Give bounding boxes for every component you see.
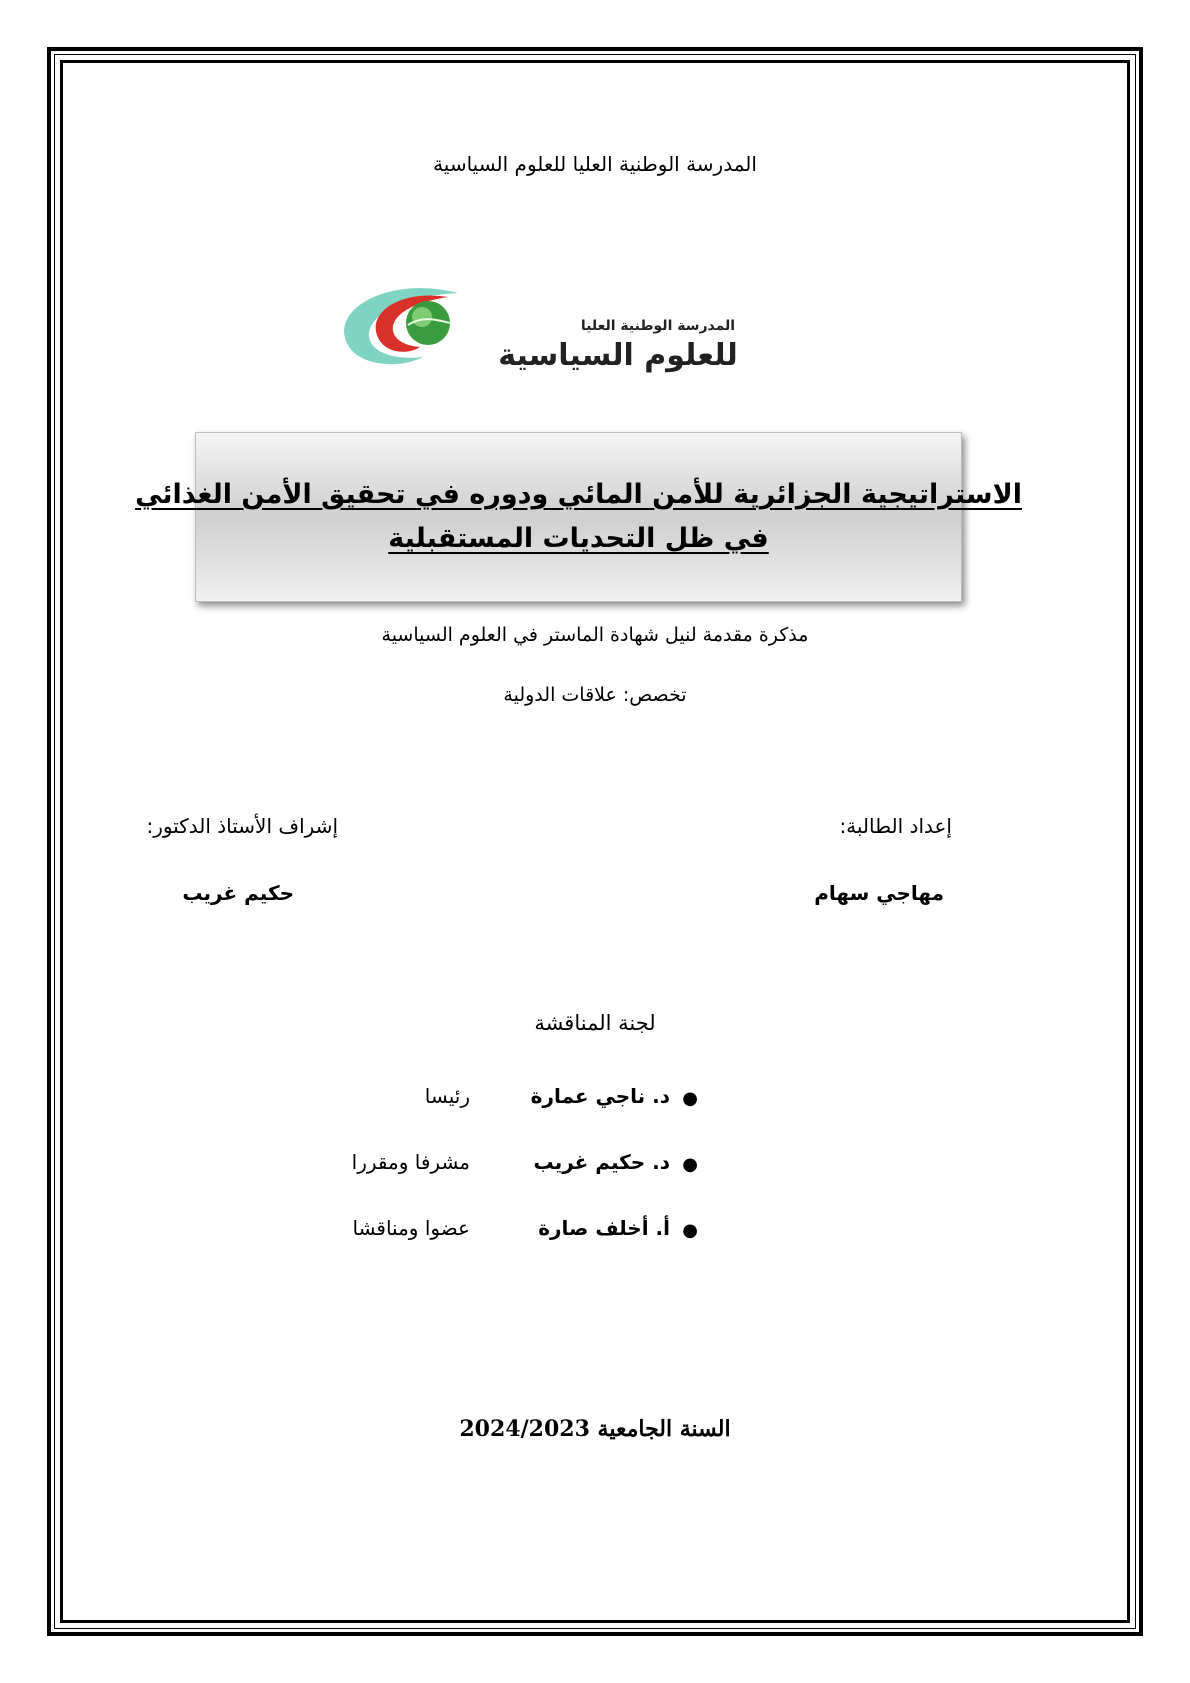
supervisor-label: إشراف الأستاذ الدكتور:	[146, 814, 338, 838]
bullet-icon: ●	[682, 1154, 698, 1175]
degree-statement: مذكرة مقدمة لنيل شهادة الماستر في العلوم السياسية	[381, 624, 809, 646]
bullet-icon: ●	[682, 1088, 698, 1109]
member-name: د. حكيم غريب	[533, 1150, 670, 1174]
logo-line2: للعلوم السياسية	[498, 338, 738, 373]
member-role: رئيسا	[424, 1084, 470, 1108]
school-logo	[328, 275, 748, 385]
logo-line1: المدرسة الوطنية العليا	[580, 318, 736, 334]
committee-title: لجنة المناقشة	[534, 1011, 656, 1035]
thesis-title-line1: الاستراتيجية الجزائرية للأمن المائي ودوره في تحقيق الأمن الغذائي	[135, 479, 1022, 510]
academic-year: السنة الجامعية 2024/2023	[459, 1416, 731, 1442]
supervisor-name: حكيم غريب	[182, 881, 294, 905]
prepared-by-label: إعداد الطالبة:	[839, 814, 952, 838]
student-name: مهاجي سهام	[814, 881, 944, 905]
specialization: تخصص: علاقات الدولية	[503, 684, 687, 706]
bullet-icon: ●	[682, 1220, 698, 1241]
thesis-title-line2: في ظل التحديات المستقبلية	[388, 523, 769, 554]
committee-member	[0, 1084, 1190, 1120]
school-name: المدرسة الوطنية العليا للعلوم السياسية	[433, 152, 757, 176]
member-name: أ. أخلف صارة	[538, 1216, 670, 1240]
member-role: مشرفا ومقررا	[351, 1150, 470, 1174]
member-role: عضوا ومناقشا	[352, 1216, 470, 1240]
committee-member	[0, 1150, 1190, 1186]
member-name: د. ناجي عمارة	[530, 1084, 670, 1108]
committee-member	[0, 1216, 1190, 1252]
thesis-title-box	[135, 432, 1022, 602]
